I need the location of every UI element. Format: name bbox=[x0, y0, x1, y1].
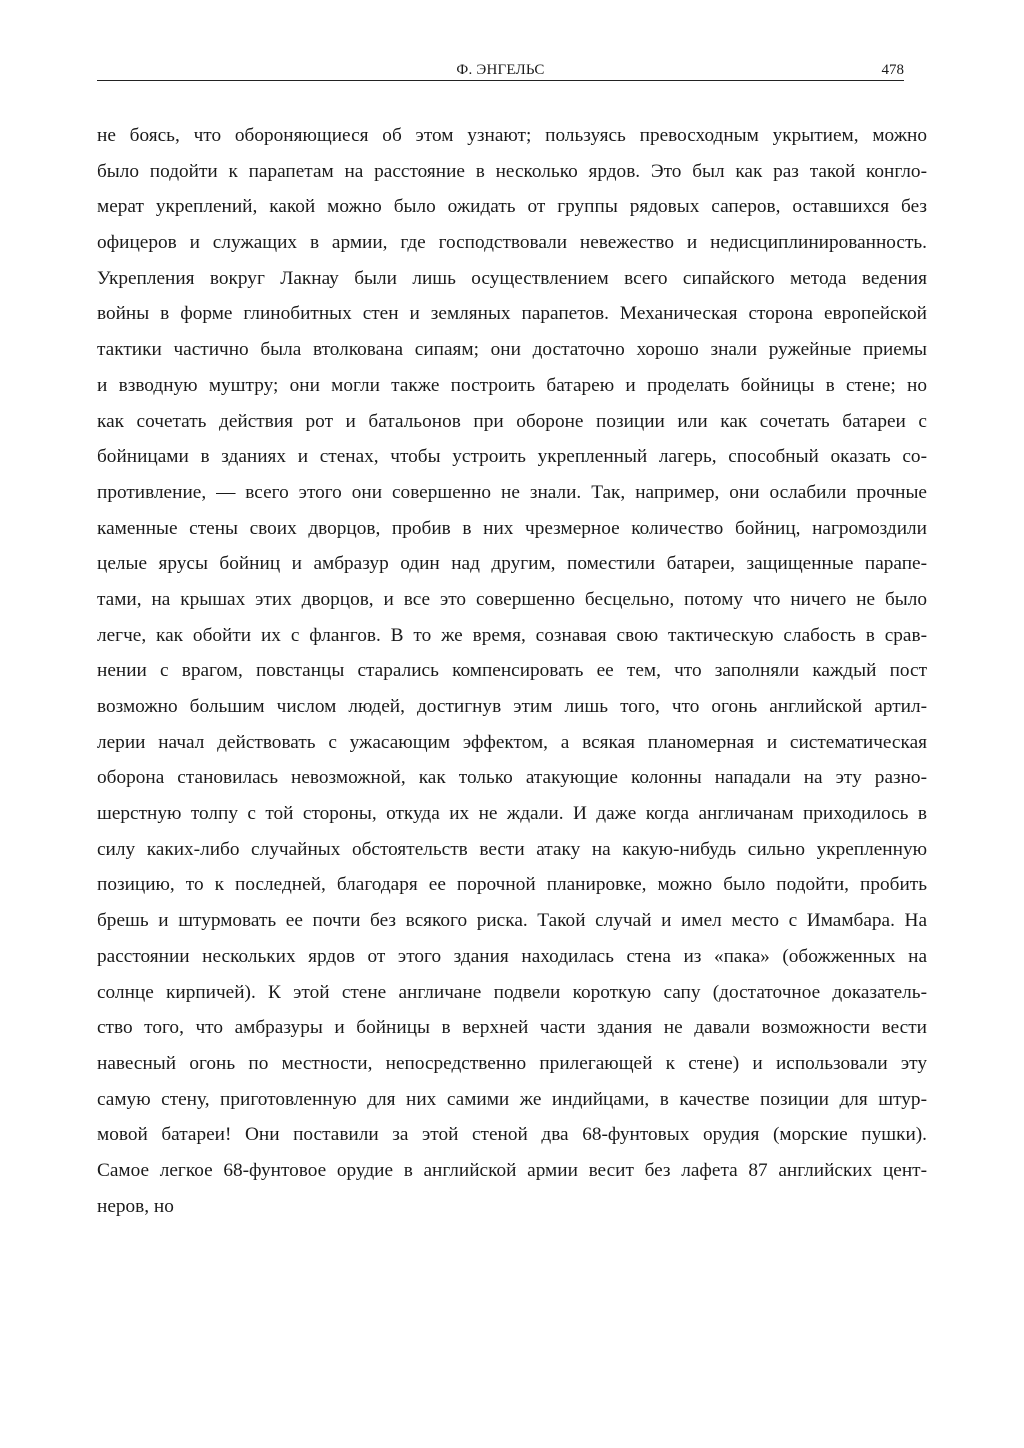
text-line: лерии начал действовать с ужасающим эффектом, а всякая планомерная и систематическая bbox=[97, 731, 927, 753]
text-line: возможно большим числом людей, достигнув этим лишь того, что огонь английской артил- bbox=[97, 696, 927, 717]
page-number: 478 bbox=[881, 62, 904, 78]
text-line: и взводную муштру; они могли также построить батарею и проделать бойницы в стене; но bbox=[97, 374, 927, 396]
text-line: шерстную толпу с той стороны, откуда их не ждали. И даже когда англичанам приходилось в bbox=[97, 803, 927, 825]
text-line: тами, на крышах этих дворцов, и все это совершенно бесцельно, потому что ничего не было bbox=[97, 588, 927, 610]
text-line: мерат укреплений, какой можно было ожидать от группы рядовых саперов, оставшихся без bbox=[97, 196, 927, 218]
text-line: брешь и штурмовать ее почти без всякого риска. Такой случай и имел место с Имамбара. На bbox=[97, 910, 927, 932]
text-line: бойницами в зданиях и стенах, чтобы устроить укрепленный лагерь, способный оказать со- bbox=[97, 446, 927, 468]
text-line: расстоянии нескольких ярдов от этого здания находилась стена из «пака» (обожженных на bbox=[97, 945, 927, 967]
text-line: мовой батареи! Они поставили за этой стеной два 68-фунтовых орудия (морские пушки). bbox=[97, 1124, 927, 1146]
text-line: самую стену, приготовленную для них самими же индийцами, в качестве позиции для штур- bbox=[97, 1088, 927, 1110]
text-line: легче, как обойти их с флангов. В то же время, сознавая свою тактическую слабость в срав- bbox=[97, 624, 927, 646]
text-line: противление, — всего этого они совершенно не знали. Так, например, они ослабили прочные bbox=[97, 481, 927, 503]
text-line: каменные стены своих дворцов, пробив в них чрезмерное количество бойниц, нагромоздили bbox=[97, 517, 927, 539]
text-line: как сочетать действия рот и батальонов при обороне позиции или как сочетать батареи с bbox=[97, 410, 927, 432]
text-line: войны в форме глинобитных стен и земляных парапетов. Механическая сторона европейской bbox=[97, 303, 927, 325]
body-text bbox=[97, 118, 927, 1224]
text-line: нении с врагом, повстанцы старались компенсировать ее тем, что заполняли каждый пост bbox=[97, 660, 927, 682]
text-line: тактики частично была втолкована сипаям; они достаточно хорошо знали ружейные приемы bbox=[97, 339, 927, 361]
text-line-last: неров, но bbox=[97, 1195, 174, 1217]
text-line: Укрепления вокруг Лакнау были лишь осуществлением всего сипайского метода ведения bbox=[97, 267, 927, 289]
text-line: не боясь, что обороняющиеся об этом узнают; пользуясь превосходным укрытием, можно bbox=[97, 125, 927, 146]
text-line: силу каких-либо случайных обстоятельств вести атаку на какую-нибудь сильно укрепленную bbox=[97, 838, 927, 860]
page-header bbox=[97, 60, 904, 81]
text-line: позицию, то к последней, благодаря ее порочной планировке, можно было подойти, пробить bbox=[97, 874, 927, 896]
text-line: ство того, что амбразуры и бойницы в верхней части здания не давали возможности вести bbox=[97, 1017, 927, 1039]
text-line: навесный огонь по местности, непосредственно прилегающей к стене) и использовали эту bbox=[97, 1052, 927, 1074]
text-line: было подойти к парапетам на расстояние в несколько ярдов. Это был как раз такой конгло- bbox=[97, 160, 927, 182]
text-line: солнце кирпичей). К этой стене англичане подвели короткую сапу (достаточное доказатель- bbox=[97, 981, 927, 1003]
text-line: целые ярусы бойниц и амбразур один над другим, поместили батареи, защищенные парапе- bbox=[97, 553, 927, 575]
text-line: оборона становилась невозможной, как только атакующие колонны нападали на эту разно- bbox=[97, 767, 927, 789]
running-title: Ф. ЭНГЕЛЬС bbox=[456, 62, 545, 78]
text-line: офицеров и служащих в армии, где господствовали невежество и недисциплинированность. bbox=[97, 232, 927, 254]
text-line: Самое легкое 68-фунтовое орудие в английской армии весит без лафета 87 английских цент- bbox=[97, 1159, 927, 1181]
